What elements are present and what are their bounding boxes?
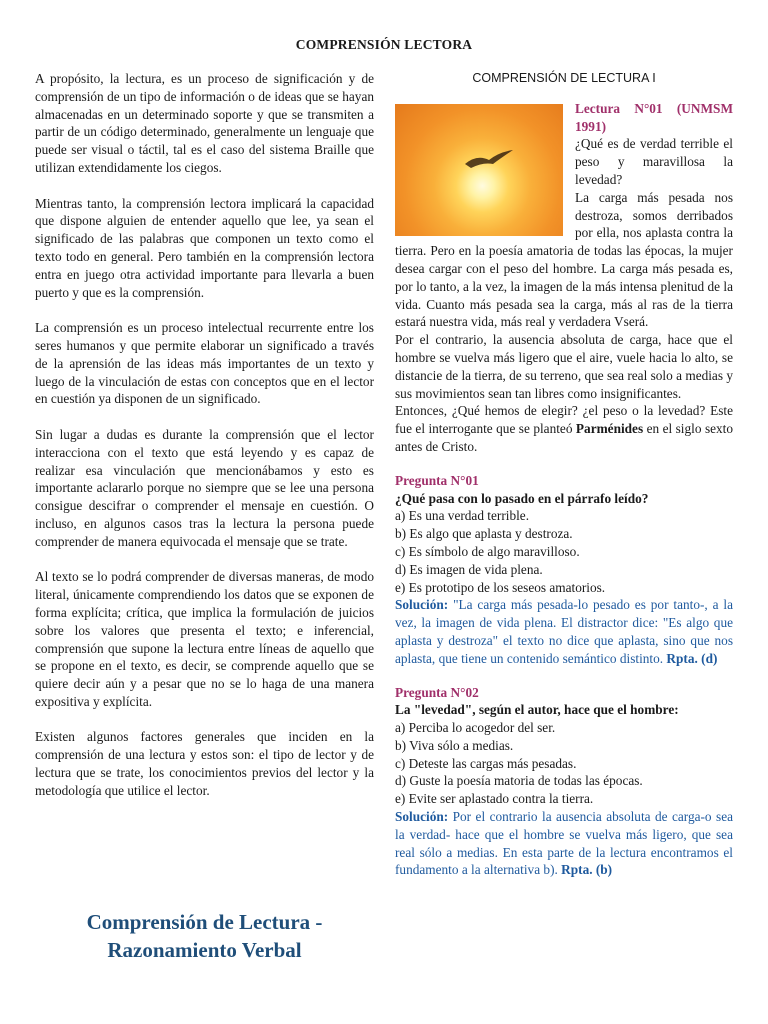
- paragraph: Existen algunos factores generales que inciden en la comprensión de una lectura y estos son: el tipo de lector y de lectura que se trate, los conocimientos previos del lector y la metodología que utilice el lector.: [35, 729, 374, 798]
- lectura-paragraph: [395, 402, 733, 455]
- reading-block: [395, 100, 733, 456]
- lectura-paragraph: Por el contrario, la ausencia absoluta de carga, hace que el hombre se vuelva más ligero que el aire, vuele hacia lo alto, se distancie de la tierra, de su terreno, que sea real solo a medias y sus movimientos sean tan libres como insignificantes.: [395, 332, 733, 401]
- answer-key: Rpta. (b): [561, 862, 613, 878]
- reading-subtitle: COMPRENSIÓN DE LECTURA I: [472, 71, 656, 85]
- paragraph: Al texto se lo podrá comprender de diversas maneras, de modo literal, únicamente comprendiendo los datos que se exponen de forma explícita; crítica, que implica la formulación de juicios sobre los valores que presenta el texto; e inferencial, comprensión que supone la lectura entre líneas de aquello que se propone en el texto, es decir, se comprende aquello que se quiere decir aún y a pesar que no se lo haga de una manera expositiva y explícita.: [35, 569, 374, 709]
- answer-option: e) Evite ser aplastado contra la tierra.: [395, 791, 594, 807]
- solution-2: [395, 808, 733, 879]
- answer-option: c) Deteste las cargas más pesadas.: [395, 755, 577, 771]
- question-2-text: La "levedad", según el autor, hace que el hombre:: [395, 702, 679, 718]
- solution-label: Solución:: [395, 597, 449, 613]
- heading-line-1: Comprensión de Lectura -: [86, 910, 323, 934]
- solution-1: [395, 596, 733, 667]
- paragraph: A propósito, la lectura, es un proceso de significación y de comprensión de un tipo de información o de ideas que se hayan almacenadas en un determinado soporte y que se transmiten a partir de un código determinado, generalmente un lenguaje que puede ser visual o táctil, tal es el caso del sistema Braille que utilizan extendidamente los ciegos.: [35, 71, 374, 175]
- page-title: COMPRENSIÓN LECTORA: [295, 37, 473, 52]
- question-2-label: Pregunta N°02: [395, 684, 479, 700]
- lectura-paragraph: La carga más pesada nos destroza, somos derribados por ella, nos aplasta contra la tierra. Pero en la poesía amatoria de todas las épocas, la mujer desea cargar con el peso del hombre. La carga más pesada es, por lo tanto, a la vez, la imagen de la más intensa plenitud de la vida. Cuanto más pesada sea la carga, más al ras de la tierra estará nuestra vida, más real y verdadera Vserá.: [395, 189, 733, 330]
- lectura-title: Lectura N°01 (UNMSM 1991): [575, 100, 733, 134]
- right-column: [395, 70, 733, 879]
- solution-text: "La carga más pesada-lo pesado es por tanto-, a la vez, la imagen de vida plena. El distractor dice: "Es algo que aplasta y destroza" el texto no dice que aplasta, sino que nos aplasta, que tiene un contenido semántico distinto.: [395, 597, 733, 666]
- answer-key: Rpta. (d): [666, 650, 718, 666]
- sunset-bird-photo-icon: [395, 104, 563, 236]
- paragraph: La comprensión es un proceso intelectual recurrente entre los seres humanos y que permite elaborar un significado a través de la aprensión de las ideas más importantes de un texto y luego de la vinculación de estas con conceptos que en el lector en cuestión ya disponen de un significado.: [35, 320, 374, 407]
- answer-option: d) Es imagen de vida plena.: [395, 561, 543, 577]
- solution-label: Solución:: [395, 809, 449, 825]
- lectura-text: Entonces, ¿Qué hemos de elegir? ¿el peso o la levedad? Este fue el interrogante que se planteó: [395, 403, 733, 437]
- left-column: [35, 70, 374, 817]
- answer-option: a) Es una verdad terrible.: [395, 508, 530, 524]
- heading-line-2: Razonamiento Verbal: [107, 938, 302, 962]
- section-heading: [35, 908, 374, 964]
- answer-option: c) Es símbolo de algo maravilloso.: [395, 543, 580, 559]
- solution-text: Por el contrario la ausencia absoluta de carga-o sea la verdad- hace que el hombre se vuelva más ligero, que sea real sólo a medias. En esta parte de la lectura encontramos el fundamento a la alternativa b).: [395, 809, 733, 878]
- answer-option: b) Es algo que aplasta y destroza.: [395, 526, 573, 542]
- answer-option: a) Perciba lo acogedor del ser.: [395, 720, 556, 736]
- paragraph: Mientras tanto, la comprensión lectora implicará la capacidad que dispone alguien de entender aquello que lee, ya sean el significado de las palabras que componen un texto como el texto todo en general. Pero también en la comprensión lectora entra en juego otra actividad importante para llevarla a buen puerto y que es la comprensión.: [35, 195, 374, 300]
- author-name: Parménides: [575, 421, 644, 437]
- question-1-label: Pregunta N°01: [395, 472, 479, 488]
- lectura-text: en el siglo sexto antes de Cristo.: [395, 421, 734, 454]
- question-1-text: ¿Qué pasa con lo pasado en el párrafo leído?: [395, 490, 649, 506]
- paragraph: Sin lugar a dudas es durante la comprensión que el lector interacciona con el texto que está leyendo y es capaz de realizar esa vinculación que mencionábamos y esto es importante aclararlo porque no siempre que se lee una persona consigue descifrar o comprender el mensaje en cuestión. O incluso, en algunos casos tras la lectura la persona puede comprender de manera equivocada el mensaje que se trate.: [35, 426, 374, 549]
- answer-option: b) Viva sólo a medias.: [395, 737, 514, 753]
- answer-option: e) Es prototipo de los seseos amatorios.: [395, 579, 606, 595]
- answer-option: d) Guste la poesía matoria de todas las épocas.: [395, 773, 643, 789]
- lectura-question: ¿Qué es de verdad terrible el peso y maravillosa la levedad?: [575, 136, 733, 187]
